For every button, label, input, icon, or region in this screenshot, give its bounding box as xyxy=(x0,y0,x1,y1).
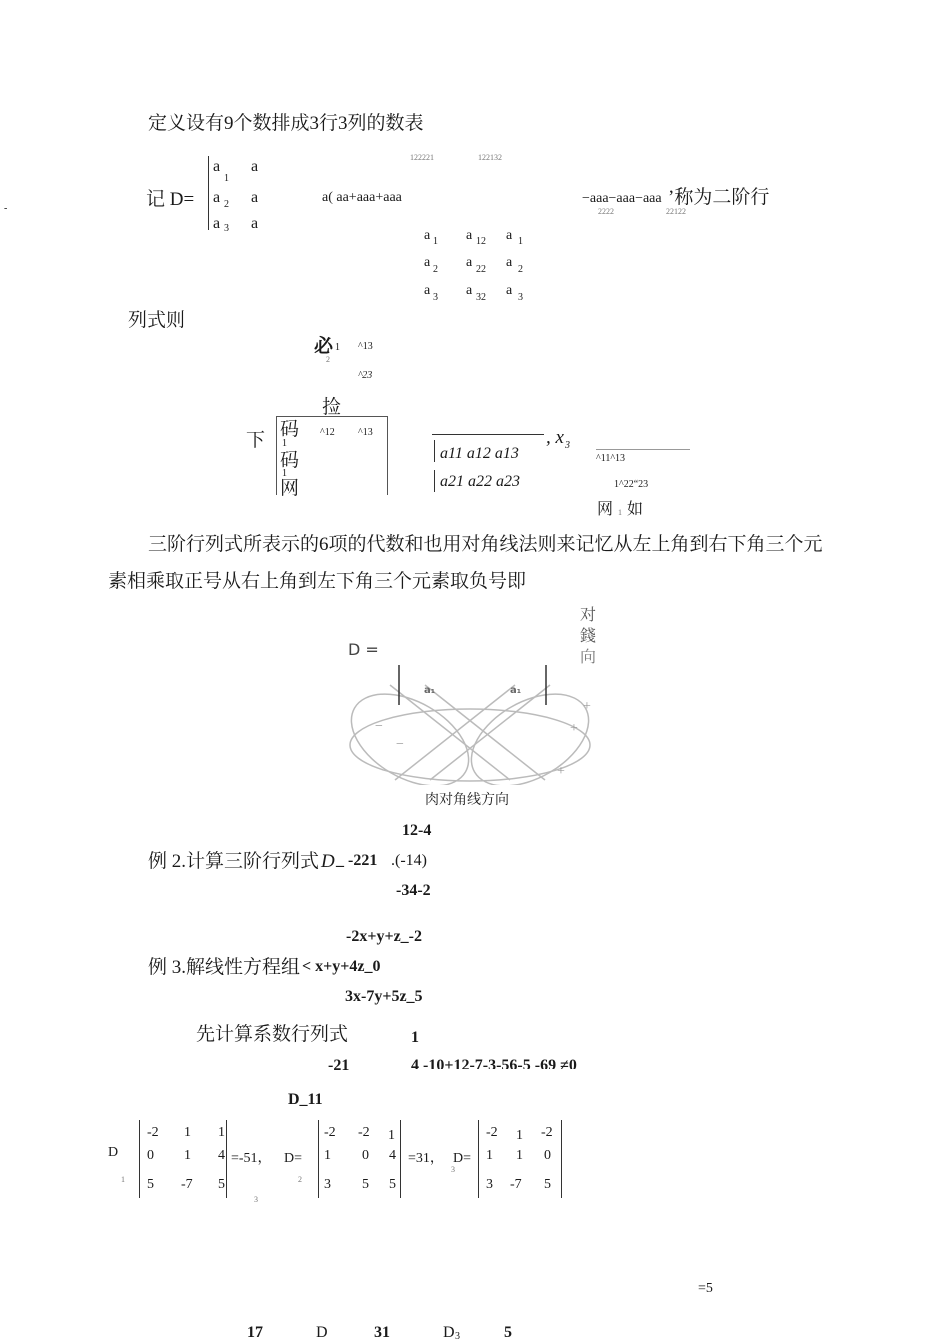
example-label: 例 3.解线性方程组 xyxy=(148,957,301,978)
d2-subscript: 2 xyxy=(298,1175,302,1184)
d2-label: D= xyxy=(284,1151,303,1166)
det-calculation: 4 -10+12-7-3-56-5 -69 ≠0 xyxy=(411,1057,577,1069)
element-ref: ^11^13 xyxy=(596,453,626,464)
d3-label: D= xyxy=(453,1151,472,1166)
rule-paragraph: 素相乘取正号从右上角到左下角三个元素取负号即 xyxy=(108,571,527,592)
d3-cell: -2 xyxy=(541,1125,553,1140)
garbled-char: 码 xyxy=(280,419,300,440)
faint-text: 22122 xyxy=(666,207,686,216)
diagonal-diagram xyxy=(340,595,600,785)
fraction-numerator: a11 a12 a13 xyxy=(440,445,519,462)
grid-entry: a xyxy=(466,228,473,243)
figure-plus: + xyxy=(583,699,591,714)
det-row-tail: .(-14) xyxy=(391,852,427,869)
d2-cell: 1 xyxy=(324,1148,331,1163)
d1-cell: 1 xyxy=(218,1125,225,1140)
x3-label: , x xyxy=(546,427,564,448)
det-row: 12-4 xyxy=(402,822,432,839)
grid-subscript: 2 xyxy=(433,264,438,275)
element-ref: ^23 xyxy=(358,370,373,381)
figure-cell: a₁ xyxy=(424,685,436,696)
garbled-subscript: 1 xyxy=(282,438,287,449)
determinant-bar xyxy=(478,1120,479,1198)
d2-cell: 3 xyxy=(324,1177,331,1192)
expansion-negative: −aaa−aaa−aaa xyxy=(582,191,662,206)
footer-symbol: D xyxy=(443,1324,455,1341)
figure-side-text: 向 xyxy=(580,647,597,666)
d2-cell: 1 xyxy=(388,1128,395,1143)
d2-cell: -2 xyxy=(358,1125,370,1140)
grid-entry: a xyxy=(424,283,431,298)
figure-side-text: 对 xyxy=(580,605,597,624)
d2-cell: 5 xyxy=(362,1177,369,1192)
footer-symbol: D xyxy=(316,1324,328,1341)
rule-paragraph: 三阶行列式所表示的6项的代数和也用对角线法则来记忆从左上角到右下角三个元 xyxy=(148,534,823,555)
fraction-denominator: a21 a22 a23 xyxy=(440,473,520,490)
d1-cell: 0 xyxy=(147,1148,154,1163)
det-value: 1 xyxy=(411,1029,419,1046)
element-ref: ^12 xyxy=(320,427,335,438)
determinant-bar xyxy=(434,470,435,492)
garbled-char: 网 xyxy=(280,478,300,499)
calc-clip xyxy=(405,1055,645,1069)
garbled-char: 网 xyxy=(597,501,614,518)
faint-text: 122221 xyxy=(410,153,434,162)
d3-subscript: 3 xyxy=(451,1165,455,1174)
d3-cell: 1 xyxy=(486,1148,493,1163)
d3-cell: 0 xyxy=(544,1148,551,1163)
compute-label: 先计算系数行列式 xyxy=(196,1024,349,1045)
footer-value: 5 xyxy=(504,1324,512,1341)
garbled-char: 必 xyxy=(314,336,334,357)
d1-extra: 3 xyxy=(254,1195,258,1204)
faint-text: 2222 xyxy=(598,207,614,216)
fraction-bar xyxy=(596,449,690,450)
element-ref: 1^22“23 xyxy=(614,479,649,490)
garbled-char: 捡 xyxy=(322,397,342,418)
figure-plus: + xyxy=(557,764,565,779)
garbled-char: 如 xyxy=(627,501,644,518)
grid-entry: a xyxy=(466,283,473,298)
figure-d-label: D = xyxy=(348,640,379,659)
d3-cell: 3 xyxy=(486,1177,493,1192)
garbled-subscript: 1 xyxy=(282,468,287,479)
element-ref: ^13 xyxy=(358,427,373,438)
equation: -2x+y+z_-2 xyxy=(346,928,422,945)
d3-cell: 5 xyxy=(544,1177,551,1192)
d3-cell: 1 xyxy=(516,1148,523,1163)
determinant-bar xyxy=(434,440,435,462)
definition-line: 定义设有9个数排成3行3列的数表 xyxy=(148,113,424,134)
footer-value: 17 xyxy=(247,1324,263,1341)
determinant-bar xyxy=(208,156,209,230)
garbled-char: 下 xyxy=(246,430,266,451)
equation: < x+y+4z_0 xyxy=(302,958,381,975)
d3-cell: 1 xyxy=(516,1128,523,1143)
d1-cell: 5 xyxy=(147,1177,154,1192)
determinant-bar xyxy=(561,1120,562,1198)
d1-cell: 5 xyxy=(218,1177,225,1192)
d2-cell: 0 xyxy=(362,1148,369,1163)
garbled-subscript: 1 xyxy=(618,508,622,517)
matrix-entry: a xyxy=(251,189,259,206)
example-label: 例 2.计算三阶行列式 xyxy=(148,851,320,872)
d1-cell: 4 xyxy=(218,1148,225,1163)
figure-caption: 肉对角线方向 xyxy=(425,793,509,808)
d1-cell: -2 xyxy=(147,1125,159,1140)
det-symbol: D xyxy=(321,851,335,872)
det-row: -34-2 xyxy=(396,882,431,899)
grid-entry: a xyxy=(506,255,513,270)
grid-entry: a xyxy=(506,283,513,298)
grid-subscript: 2 xyxy=(518,264,523,275)
grid-entry: a xyxy=(506,228,513,243)
d2-cell: 5 xyxy=(389,1177,396,1192)
matrix-entry: a xyxy=(213,189,221,206)
grid-subscript: 32 xyxy=(476,292,486,303)
figure-side-text: 錢 xyxy=(580,626,597,645)
garbled-subscript: 2 xyxy=(326,355,330,364)
grid-subscript: 3 xyxy=(518,292,523,303)
d1-cell: 1 xyxy=(184,1125,191,1140)
fraction-bar xyxy=(432,434,544,435)
matrix-entry: a xyxy=(213,215,221,232)
matrix-entry: a xyxy=(251,215,259,232)
garbled-subscript: 1 xyxy=(335,342,340,353)
determinant-bar xyxy=(226,1120,227,1198)
d1-cell: -7 xyxy=(181,1177,193,1192)
d3-result: =5 xyxy=(698,1281,713,1296)
expansion-positive: a( aa+aaa+aaa xyxy=(322,190,402,205)
det-row: _ -221 xyxy=(336,852,378,869)
matrix-subscript: 3 xyxy=(224,223,229,234)
garbled-char: 码 xyxy=(280,450,300,471)
d2-result: =31， xyxy=(408,1151,444,1166)
grid-subscript: 12 xyxy=(476,236,486,247)
footer-subscript: 3 xyxy=(455,1331,460,1342)
equation: 3x-7y+5z_5 xyxy=(345,988,423,1005)
grid-subscript: 1 xyxy=(433,236,438,247)
called-text: ’称为二阶行 xyxy=(668,187,770,208)
diagonal-rule-figure xyxy=(340,595,600,785)
determinant-bar xyxy=(400,1120,401,1198)
grid-subscript: 3 xyxy=(433,292,438,303)
matrix-entry: a xyxy=(213,158,221,175)
element-ref: ^13 xyxy=(358,341,373,352)
grid-entry: a xyxy=(466,255,473,270)
grid-subscript: 1 xyxy=(518,236,523,247)
determinant-bar xyxy=(139,1120,140,1198)
d3-cell: -2 xyxy=(486,1125,498,1140)
grid-subscript: 22 xyxy=(476,264,486,275)
d1-subscript: 1 xyxy=(121,1175,125,1184)
matrix-subscript: 1 xyxy=(224,173,229,184)
d1-result: =-51， xyxy=(231,1151,272,1166)
det-label: 记 D= xyxy=(146,189,195,210)
grid-entry: a xyxy=(424,255,431,270)
determinant-bar xyxy=(318,1120,319,1198)
d-label: D_11 xyxy=(288,1091,323,1108)
figure-cell: a₁ xyxy=(510,685,522,696)
d2-cell: -2 xyxy=(324,1125,336,1140)
d1-label: D xyxy=(108,1145,119,1160)
matrix-subscript: 2 xyxy=(224,199,229,210)
continued-text: 列式则 xyxy=(128,310,186,331)
margin-mark: - xyxy=(4,203,8,214)
x3-subscript: 3 xyxy=(565,440,570,451)
det-value: -21 xyxy=(328,1057,350,1074)
footer-value: 31 xyxy=(374,1324,390,1341)
d2-cell: 4 xyxy=(389,1148,396,1163)
figure-minus: − xyxy=(396,737,404,752)
matrix-entry: a xyxy=(251,158,259,175)
d3-cell: -7 xyxy=(510,1177,522,1192)
figure-minus: − xyxy=(375,719,383,734)
faint-text: 122132 xyxy=(478,153,502,162)
grid-entry: a xyxy=(424,228,431,243)
d1-cell: 1 xyxy=(184,1148,191,1163)
figure-plus: + xyxy=(570,721,578,736)
